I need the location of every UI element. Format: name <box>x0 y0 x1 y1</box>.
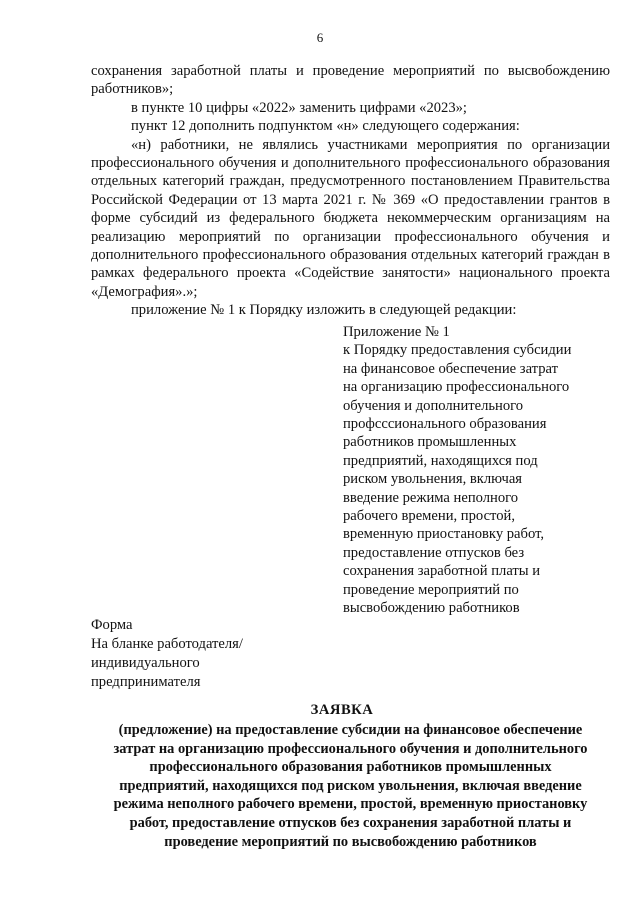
appendix-line: к Порядку предоставления субсидии <box>343 342 572 359</box>
form-line: индивидуального <box>91 655 200 671</box>
page-number: 6 <box>316 30 324 45</box>
appendix-line: работников промышленных <box>343 434 517 451</box>
appendix-line: введение режима неполного <box>343 489 519 506</box>
form-line: предпринимателя <box>91 674 201 690</box>
appendix-line: Приложение № 1 <box>343 324 450 340</box>
paragraph-continuation: сохранения заработной платы и проведение мероприятий по высвобождению работников»; <box>91 63 610 98</box>
appendix-line: обучения и дополнительного <box>343 397 524 414</box>
application-subtitle <box>91 721 610 851</box>
application-subtitle-line: работ, предоставление отпусков без сохранения заработной платы и <box>129 814 572 831</box>
paragraph-item-12-amendment: пункт 12 дополнить подпунктом «н» следующего содержания: <box>131 118 520 135</box>
appendix-line: профсссионального образования <box>343 416 547 433</box>
application-title: ЗАЯВКА <box>310 702 374 718</box>
appendix-header <box>343 323 613 618</box>
form-label-block <box>91 616 341 692</box>
appendix-line: проведение мероприятий по <box>343 581 519 598</box>
appendix-line: риском увольнения, включая <box>343 471 523 488</box>
paragraph-item-10-amendment: в пункте 10 цифры «2022» заменить цифрами «2023»; <box>131 99 467 116</box>
paragraph-appendix-instruction: приложение № 1 к Порядку изложить в следующей редакции: <box>131 302 517 319</box>
application-subtitle-line: (предложение) на предоставление субсидии на финансовое обеспечение <box>118 722 583 738</box>
application-subtitle-line: предприятий, находящихся под риском увольнения, включая введение <box>119 777 582 794</box>
form-line: На бланке работодателя/ <box>91 636 243 652</box>
application-subtitle-line: режима неполного рабочего времени, простой, временную приостановку <box>113 796 588 813</box>
form-line: Форма <box>91 617 133 633</box>
appendix-line: высвобождению работников <box>343 600 520 617</box>
application-subtitle-line: затрат на организацию профессионального обучения и дополнительного <box>113 740 588 757</box>
appendix-line: на финансовое обеспечение затрат <box>343 360 558 377</box>
appendix-line: на организацию профессионального <box>343 379 570 396</box>
application-subtitle-line: профессионального образования работников промышленных <box>149 759 552 776</box>
application-subtitle-line: проведение мероприятий по высвобождению работников <box>164 833 537 850</box>
appendix-line: предоставление отпусков без <box>343 544 525 561</box>
appendix-line: сохранения заработной платы и <box>343 563 541 580</box>
appendix-line: предприятий, находящихся под <box>343 452 538 469</box>
appendix-line: временную приостановку работ, <box>343 526 544 543</box>
paragraph-subitem-n: «н) работники, не являлись участниками мероприятия по организации профессионального обучения и дополнительного профессионального образования отдельных категорий граждан, предусмотренного постановлением Правительства Российской Федерации от 13 марта 2021 г. № 369 «О предоставлении грантов в форме субсидий из федерального бюджета некоммерческим организациям на реализацию мероприятий по организации профессионального обучения и дополнительного профессионального образования отдельных категорий граждан в рамках федерального проекта «Содействие занятости» национального проекта «Демография».»; <box>91 136 610 300</box>
body-text <box>91 62 610 320</box>
appendix-line: рабочего времени, простой, <box>343 508 515 525</box>
